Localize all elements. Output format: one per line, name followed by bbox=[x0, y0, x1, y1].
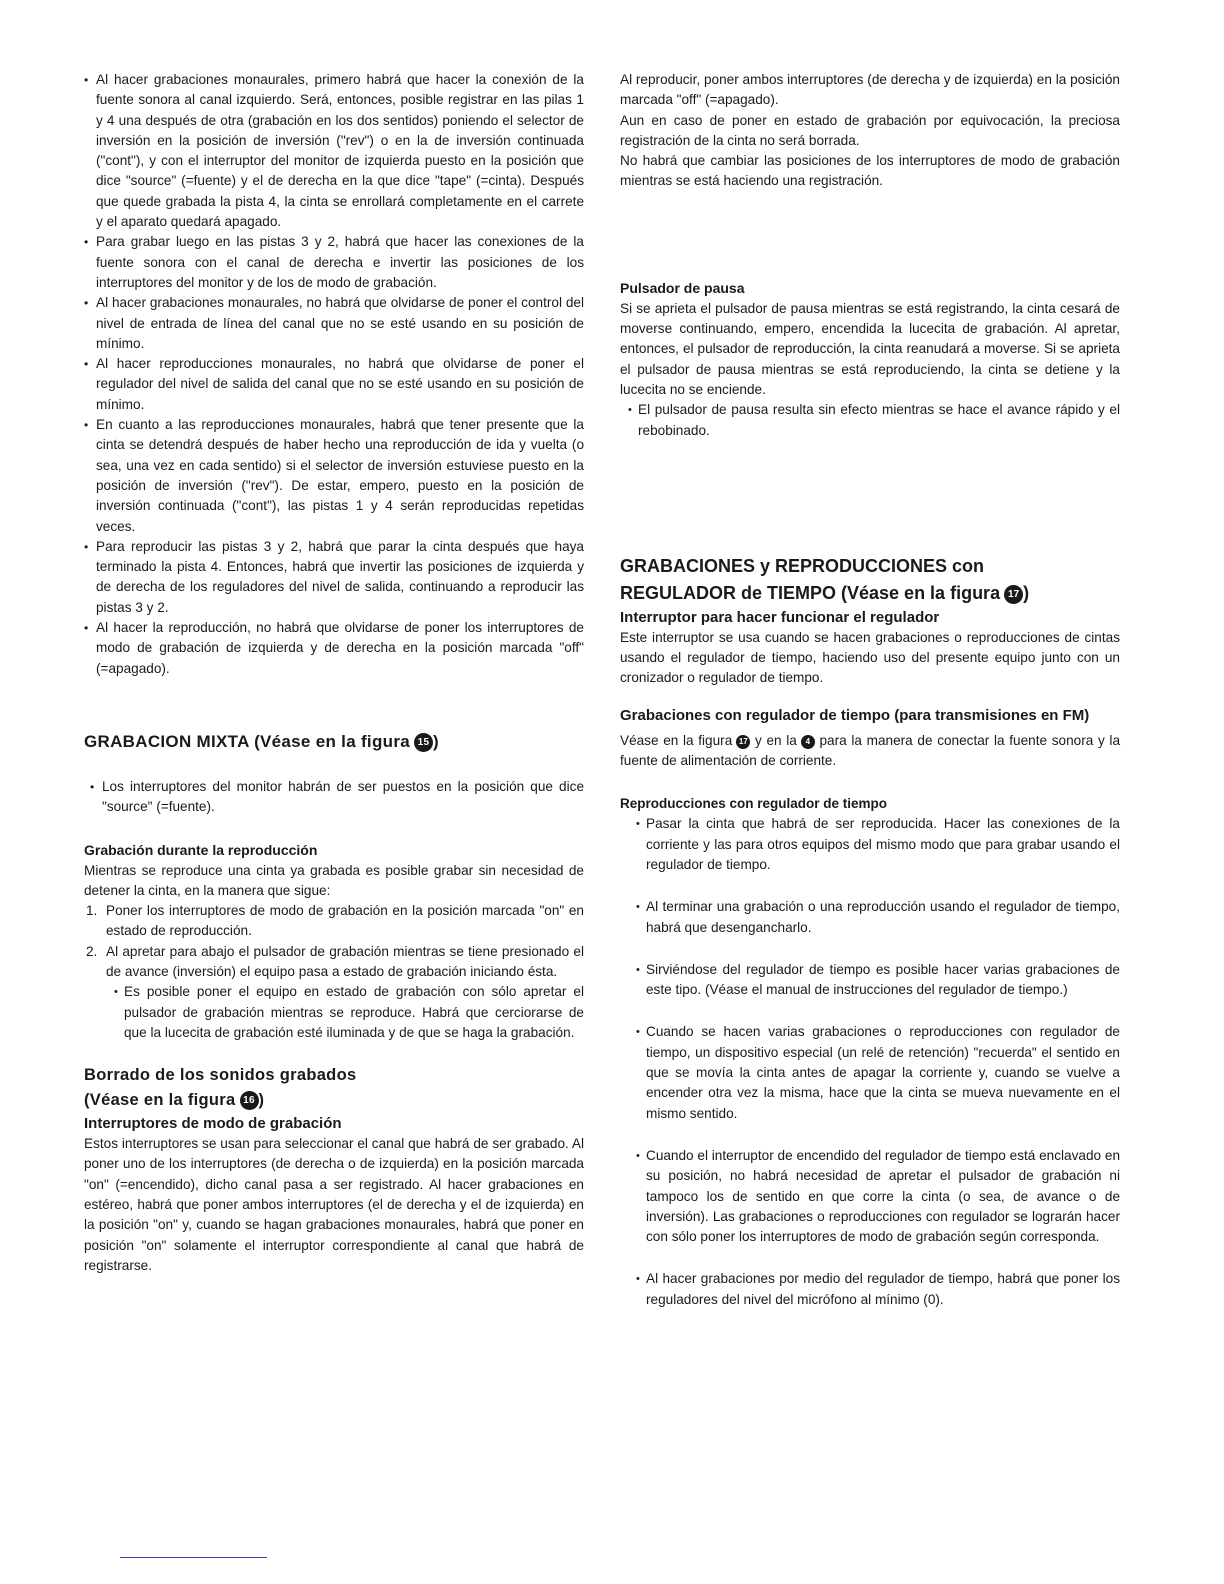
list-item: • Al terminar una grabación o una reproducción usando el regulador de tiempo, habrá que desengancharlo. bbox=[636, 897, 1120, 938]
step-text: Al apretar para abajo el pulsador de grabación mientras se tiene presionado el de avance (inversión) el equipo pasa a estado de grabación iniciando ésta. bbox=[106, 943, 584, 979]
intro-bullet-list bbox=[84, 70, 584, 679]
left-column bbox=[84, 70, 584, 1276]
mixta-heading-text: GRABACION MIXTA (Véase en la figura bbox=[84, 731, 410, 751]
tiempo-heading-2-text: REGULADOR de TIEMPO (Véase en la figura bbox=[620, 582, 1001, 603]
repro-heading: Reproducciones con regulador de tiempo bbox=[620, 796, 888, 812]
list-item: • Para grabar luego en las pistas 3 y 2, habrá que hacer las conexiones de la fuente sonora con el canal de derecha e invertir las posiciones de los interruptores del monitor y de los de modo de grabación. bbox=[84, 232, 584, 293]
top-text-3: No habrá que cambiar las posiciones de los interruptores de modo de grabación mientras se está haciendo una registración. bbox=[620, 153, 1120, 189]
interruptores-heading: Interruptores de modo de grabación bbox=[84, 1115, 342, 1133]
list-item: • Es posible poner el equipo en estado de grabación con sólo apretar el pulsador de grabación mientras se reproduce. Habrá que cerciorarse de que la lucecita de grabación esté iluminada y de que se haga la grabación. bbox=[114, 982, 584, 1043]
right-column bbox=[620, 70, 1120, 1310]
list-item: • Pasar la cinta que habrá de ser reproducida. Hacer las conexiones de la corriente y las para otros equipos del mismo modo que para grabar usando el regulador de tiempo. bbox=[636, 814, 1120, 875]
list-item: • En cuanto a las reproducciones monaurales, habrá que tener presente que la cinta se detendrá después de haber hecho una reproducción de ida y vuelta (o sea, una vez en cada sentido) si el selector de inversión estuviese puesto en la posición de inversión ("rev"). De estar, empero, puesto en la posición de inversión continuada ("cont"), las pistas 1 y 4 serán reproducidas repetidas veces. bbox=[84, 415, 584, 537]
step-sub-list bbox=[114, 982, 584, 1043]
fm-heading: Grabaciones con regulador de tiempo (para transmisiones en FM) bbox=[620, 706, 1090, 724]
list-item: • Los interruptores del monitor habrán de ser puestos en la posición que dice "source" (=fuente). bbox=[90, 777, 584, 818]
figure-ref-icon: 16 bbox=[240, 1091, 259, 1110]
pausa-heading: Pulsador de pausa bbox=[620, 279, 745, 296]
list-item: • Al hacer grabaciones por medio del regulador de tiempo, habrá que poner los reguladores del nivel del micrófono al mínimo (0). bbox=[636, 1269, 1120, 1310]
durante-steps bbox=[84, 901, 584, 982]
tiempo-heading-2-paren: ) bbox=[1023, 582, 1030, 603]
fm-text-a: Véase en la figura bbox=[620, 732, 733, 748]
tiempo-heading-1: GRABACIONES y REPRODUCCIONES con bbox=[620, 555, 985, 576]
tiempo-heading-2 bbox=[620, 580, 1120, 607]
top-text-2: Aun en caso de poner en estado de grabación por equivocación, la preciosa registración de la cinta no será borrada. bbox=[620, 112, 1120, 148]
list-item: • Cuando se hacen varias grabaciones o reproducciones con regulador de tiempo, un dispositivo especial (un relé de retención) "recuerda" el sentido en que se movía la cinta antes de apagar la corriente y, cuando se vuelve a encender otra vez la misma, hace que la cinta se mueva nuevamente en el mismo sentido. bbox=[636, 1022, 1120, 1123]
durante-heading: Grabación durante la reproducción bbox=[84, 841, 318, 858]
durante-intro: Mientras se reproduce una cinta ya grabada es posible grabar sin necesidad de detener la cinta, en la manera que sigue: bbox=[84, 862, 584, 898]
step-item bbox=[84, 942, 584, 983]
step-text: Poner los interruptores de modo de grabación en la posición marcada "on" en estado de reproducción. bbox=[106, 903, 584, 939]
interruptor-text: Este interruptor se usa cuando se hacen grabaciones o reproducciones de cintas usando el regulador de tiempo, haciendo uso del presente equipo junto con un cronizador o regulador de tiempo. bbox=[620, 629, 1120, 686]
mixta-bullet-list bbox=[84, 777, 584, 818]
list-item: • Al hacer reproducciones monaurales, no habrá que olvidarse de poner el regulador del nivel de salida del canal que no se esté usando en su posición de mínimo. bbox=[84, 354, 584, 415]
borrado-heading-2-text: (Véase en la figura bbox=[84, 1091, 236, 1110]
list-item: • Al hacer grabaciones monaurales, no habrá que olvidarse de poner el control del nivel de entrada de línea del canal que no se esté usando en su posición de mínimo. bbox=[84, 293, 584, 354]
figure-ref-icon: 17 bbox=[736, 735, 750, 749]
fm-text-b: y en la bbox=[754, 732, 797, 748]
mixta-heading bbox=[84, 729, 584, 755]
borrado-heading-2-paren: ) bbox=[258, 1091, 265, 1110]
interruptor-heading: Interruptor para hacer funcionar el regulador bbox=[620, 608, 940, 626]
list-item: • El pulsador de pausa resulta sin efecto mientras se hace el avance rápido y el rebobinado. bbox=[628, 400, 1120, 441]
list-item: • Para reproducir las pistas 3 y 2, habrá que parar la cinta después que haya terminado la pista 4. Entonces, habrá que invertir las posiciones de izquierda y de derecha de los reguladores del nivel de salida, continuando a reproducir las pistas 3 y 2. bbox=[84, 537, 584, 618]
list-item: • Cuando el interruptor de encendido del regulador de tiempo está enclavado en su posición, no habrá necesidad de apretar el pulsador de grabación ni tampoco los de sentido en que corre la cinta (o sea, de avance o de inversión). Las grabaciones o reproducciones con regulador se lograrán hacer con sólo poner los interruptores de modo de grabación según corresponda. bbox=[636, 1146, 1120, 1247]
repro-bullet-list bbox=[636, 814, 1120, 1310]
step-number: 2. bbox=[86, 943, 98, 959]
fm-text-c: para la manera de conectar la fuente sonora y la fuente de alimentación de corriente. bbox=[620, 732, 1121, 769]
fm-text bbox=[620, 731, 1120, 772]
top-text-1: Al reproducir, poner ambos interruptores (de derecha y de izquierda) en la posición marcada "off" (=apagado). bbox=[620, 72, 1120, 108]
figure-ref-icon: 15 bbox=[414, 733, 433, 752]
list-item: • Al hacer la reproducción, no habrá que olvidarse de poner los interruptores de modo de grabación de izquierda y de derecha en la posición marcada "off" (=apagado). bbox=[84, 618, 584, 679]
figure-ref-icon: 17 bbox=[1004, 585, 1023, 604]
step-item bbox=[84, 901, 584, 942]
pausa-bullet-list bbox=[628, 400, 1120, 441]
mixta-heading-paren: ) bbox=[433, 731, 439, 751]
list-item: • Al hacer grabaciones monaurales, primero habrá que hacer la conexión de la fuente sonora al canal izquierdo. Será, entonces, posible registrar en las pilas 1 y 4 una después de otra (grabación en los dos sentidos) poniendo el selector de inversión en la posición de inversión ("rev") o en la de inversión continuada ("cont"), y con el interruptor del monitor de izquierda puesto en la posición que dice "source" (=fuente) y el de derecha en la que dice "tape" (=cinta). Después que quede grabada la pista 4, la cinta se enrollará completamente en el carrete y el aparato quedará apagado. bbox=[84, 70, 584, 232]
interruptores-text: Estos interruptores se usan para seleccionar el canal que habrá de ser grabado. Al poner uno de los interruptores (de derecha o de izquierda) en la posición marcada "on" (=encendido), dicho canal pasa a ser registrado. Al hacer grabaciones en estéreo, habrá que poner ambos interruptores (el de derecha y el de izquierda) en la posición "on" y, cuando se hagan grabaciones monaurales, habrá que poner en posición "on" solamente el interruptor correspondiente al canal que habrá de registrarse. bbox=[84, 1136, 584, 1273]
footer-divider bbox=[120, 1557, 267, 1558]
borrado-heading: Borrado de los sonidos grabados bbox=[84, 1066, 357, 1085]
list-item: • Sirviéndose del regulador de tiempo es posible hacer varias grabaciones de este tipo. (Véase el manual de instrucciones del regulador de tiempo.) bbox=[636, 960, 1120, 1001]
borrado-heading-2 bbox=[84, 1088, 584, 1113]
step-number: 1. bbox=[86, 903, 98, 919]
figure-ref-icon: 4 bbox=[801, 735, 815, 749]
pausa-text: Si se aprieta el pulsador de pausa mientras se está registrando, la cinta cesará de moverse continuando, empero, encendida la lucecita de grabación. Al apretar, entonces, el pulsador de reproducción, la cinta reanudará a moverse. Si se aprieta el pulsador de pausa mientras se está reproduciendo, la cinta se detiene y la lucecita no se enciende. bbox=[620, 300, 1120, 397]
